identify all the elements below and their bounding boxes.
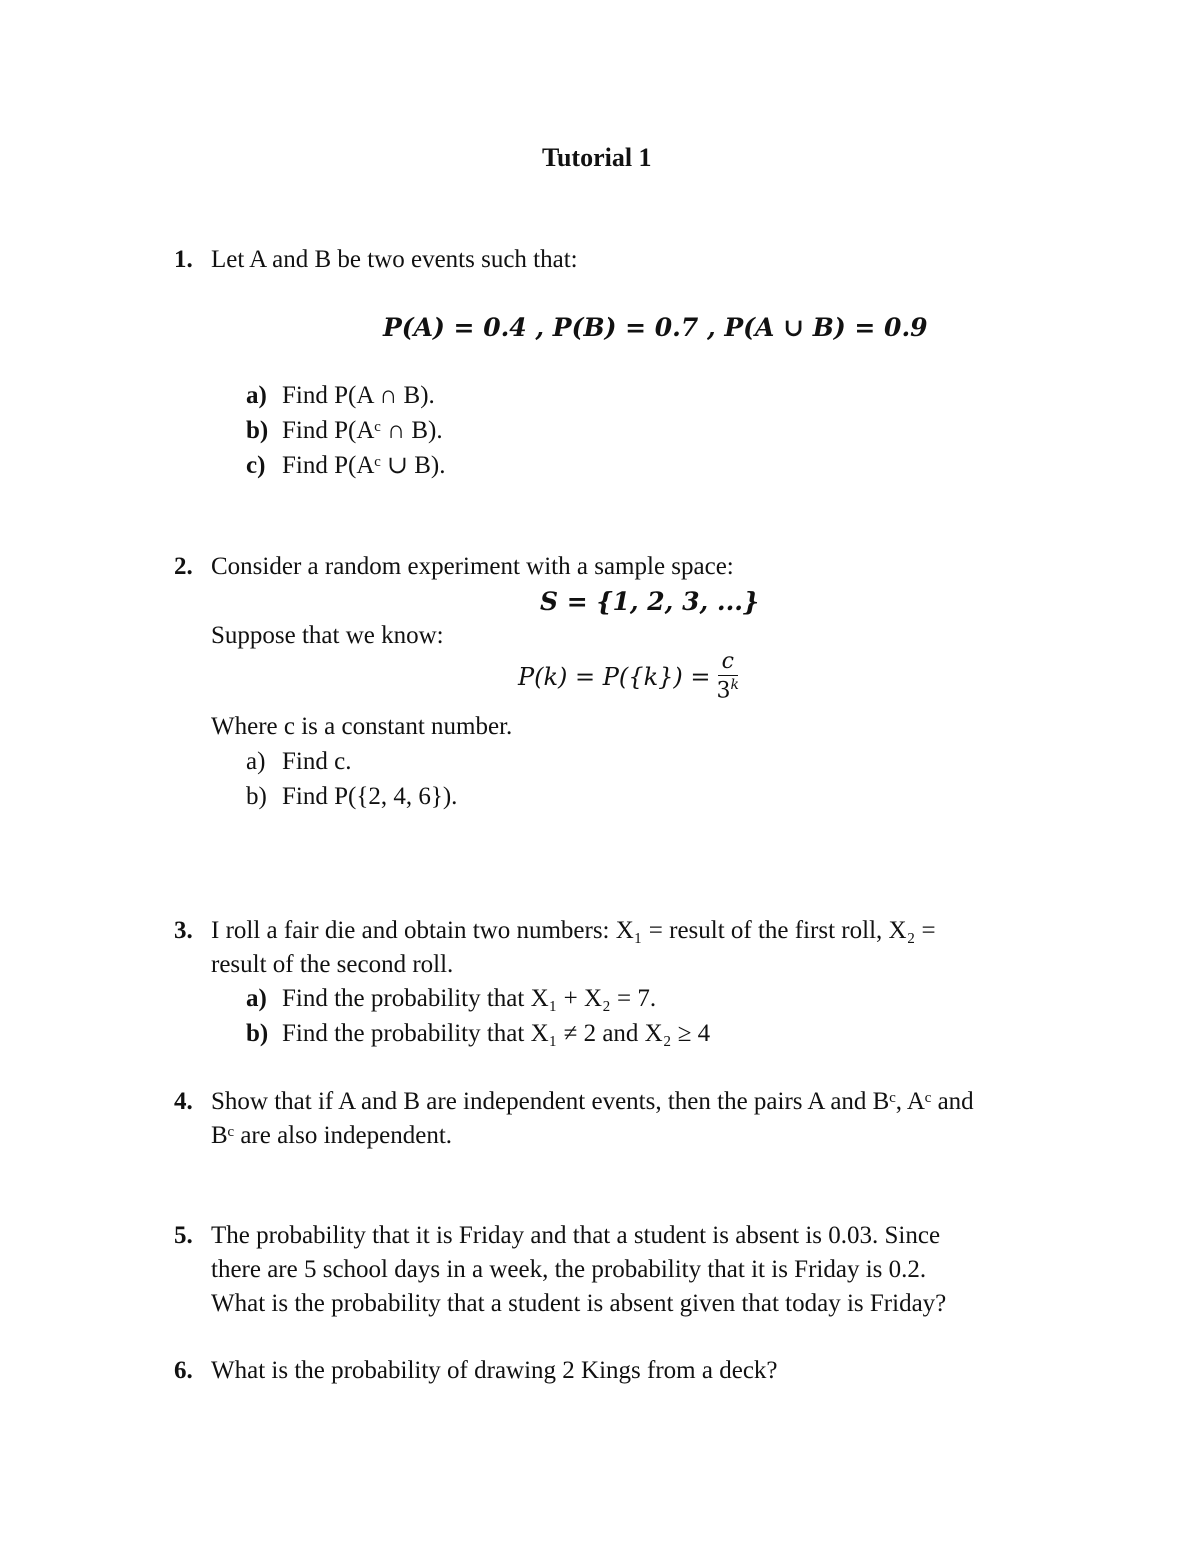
q3-number: 3. — [174, 917, 193, 944]
q2-part-a-text: Find c. — [282, 748, 352, 775]
q5-line-2: there are 5 school days in a week, the probability that it is Friday is 0.2. — [211, 1256, 927, 1283]
q1-part-a — [246, 383, 435, 408]
q1-part-a-label: a) — [246, 382, 267, 409]
q2-part-b — [246, 784, 457, 809]
q2-formula-numerator: c — [718, 651, 738, 676]
q1-intro: Let A and B be two events such that: — [211, 246, 578, 273]
q2-intro: Consider a random experiment with a sample space: — [211, 553, 734, 580]
q5-number: 5. — [174, 1222, 193, 1249]
q2-part-b-label: b) — [246, 783, 267, 810]
q6-text: What is the probability of drawing 2 Kings from a deck? — [211, 1357, 778, 1384]
q1-part-a-text: Find P(A ∩ B). — [282, 382, 435, 409]
q3-part-a-label: a) — [246, 985, 267, 1012]
q2-formula-fraction — [716, 651, 738, 702]
q2-formula-lhs: P(k) = P({k}) = — [518, 662, 711, 691]
q5-line-3: What is the probability that a student is absent given that today is Friday? — [211, 1290, 947, 1317]
q2-where: Where c is a constant number. — [211, 713, 513, 740]
page-title: Tutorial 1 — [542, 143, 652, 172]
q3-line-1: I roll a fair die and obtain two numbers: X₁ = result of the first roll, X₂ = — [211, 917, 936, 944]
q2-part-a-label: a) — [246, 748, 266, 775]
q1-part-c — [246, 453, 445, 478]
q3-part-a-text: Find the probability that X₁ + X₂ = 7. — [282, 985, 657, 1012]
q2-formula-denominator: 3$^k$ — [716, 677, 739, 704]
q4-line-2: Bᶜ are also independent. — [211, 1122, 453, 1149]
q2-suppose: Suppose that we know: — [211, 622, 444, 649]
q3-part-a — [246, 986, 656, 1011]
q3-part-b-label: b) — [246, 1020, 269, 1047]
q1-number: 1. — [174, 246, 193, 273]
q1-given-equation: P(A) = 0.4 , P(B) = 0.7 , P(A ∪ B) = 0.9 — [383, 313, 928, 342]
q2-sample-space: S = {1, 2, 3, ...} — [540, 587, 760, 616]
q4-line-1: Show that if A and B are independent events, then the pairs A and Bᶜ, Aᶜ and — [211, 1088, 974, 1115]
q4-number: 4. — [174, 1088, 193, 1115]
q3-part-b-text: Find the probability that X₁ ≠ 2 and X₂ ≥ 4 — [282, 1020, 711, 1047]
q1-part-c-label: c) — [246, 452, 266, 479]
q2-formula — [518, 651, 739, 702]
q1-part-b-label: b) — [246, 417, 269, 444]
q2-number: 2. — [174, 553, 193, 580]
q3-part-b — [246, 1021, 710, 1046]
q1-part-c-text: Find P(Aᶜ ∪ B). — [282, 452, 446, 479]
q2-part-b-text: Find P({2, 4, 6}). — [282, 783, 458, 810]
q6-number: 6. — [174, 1357, 193, 1384]
q2-part-a — [246, 749, 351, 774]
q1-part-b — [246, 418, 443, 443]
q3-line-2: result of the second roll. — [211, 951, 454, 978]
q5-line-1: The probability that it is Friday and that a student is absent is 0.03. Since — [211, 1222, 941, 1249]
q1-part-b-text: Find P(Aᶜ ∩ B). — [282, 417, 443, 444]
